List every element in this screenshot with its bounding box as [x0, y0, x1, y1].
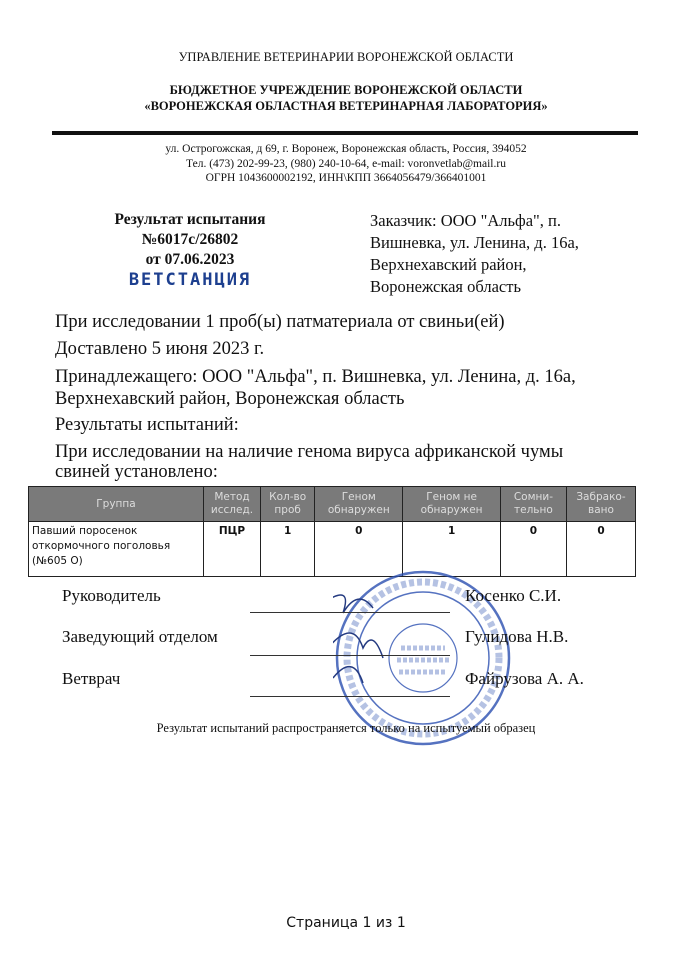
column-header: Метод исслед. [204, 487, 261, 522]
column-header: Забрако-вано [566, 487, 635, 522]
column-header: Группа [29, 487, 204, 522]
signature-name: Файрузова А. А. [465, 669, 584, 688]
finding-line: свиней установлено: [55, 462, 218, 482]
customer-block [370, 210, 660, 298]
authority-header: УПРАВЛЕНИЕ ВЕТЕРИНАРИИ ВОРОНЕЖСКОЙ ОБЛАСТИ [178, 50, 514, 64]
signature-line [250, 655, 450, 656]
cell-method: ПЦР [204, 522, 261, 577]
customer-line: Заказчик: ООО "Альфа", п. [370, 211, 561, 230]
header-rule [52, 131, 638, 135]
owner-text [55, 366, 645, 410]
cell-samples: 1 [261, 522, 315, 577]
cell-doubtful: 0 [500, 522, 566, 577]
page-number: Страница 1 из 1 [286, 915, 406, 931]
cell-detected: 0 [315, 522, 403, 577]
result-number: №6017с/26802 [141, 231, 239, 248]
signature-line [250, 696, 450, 697]
customer-line: Вишневка, ул. Ленина, д. 16а, [370, 233, 579, 252]
cell-rejected: 0 [566, 522, 635, 577]
finding-text [55, 442, 645, 482]
table-header-row [29, 487, 636, 522]
column-header: Геном обнаружен [315, 487, 403, 522]
signature-role: Руководитель [62, 586, 161, 605]
result-title-block [90, 210, 290, 290]
station-stamp: ВЕТСТАНЦИЯ [128, 270, 252, 290]
customer-line: Верхнехавский район, [370, 255, 527, 274]
column-header: Геном не обнаружен [403, 487, 501, 522]
org-line-2: «ВОРОНЕЖСКАЯ ОБЛАСТНАЯ ВЕТЕРИНАРНАЯ ЛАБОРАТОРИЯ» [144, 99, 548, 113]
signature-name: Косенко С.И. [465, 586, 562, 605]
finding-line: При исследовании на наличие генома вируса африканской чумы [55, 442, 564, 462]
registration-ids: ОГРН 1043600002192, ИНН\КПП 3664056479/366401001 [205, 172, 487, 184]
column-header: Кол-во проб [261, 487, 315, 522]
study-text: При исследовании 1 проб(ы) патматериала от свиньи(ей) [55, 312, 505, 332]
org-line-1: БЮДЖЕТНОЕ УЧРЕЖДЕНИЕ ВОРОНЕЖСКОЙ ОБЛАСТИ [169, 83, 523, 97]
result-title: Результат испытания [114, 211, 266, 228]
signature-name: Гулидова Н.В. [465, 627, 569, 646]
results-table [28, 486, 636, 577]
results-label: Результаты испытаний: [55, 415, 239, 435]
validity-note: Результат испытаний распространяется только на испытуемый образец [156, 721, 536, 735]
customer-line: Воронежская область [370, 277, 521, 296]
owner-line: Верхнехавский район, Воронежская область [55, 389, 405, 409]
result-date: от 07.06.2023 [145, 251, 235, 268]
signature-line [250, 612, 450, 613]
delivered-text: Доставлено 5 июня 2023 г. [55, 339, 265, 359]
signature-role: Заведующий отделом [62, 627, 218, 646]
owner-line: Принадлежащего: ООО "Альфа", п. Вишневка, ул. Ленина, д. 16а, [55, 367, 576, 387]
cell-not-detected: 1 [403, 522, 501, 577]
organization-name [0, 82, 692, 114]
contacts: Тел. (473) 202-99-23, (980) 240-10-64, e-mail: voronvetlab@mail.ru [186, 157, 506, 170]
cell-group: Павший поросенок откормочного поголовья (№605 О) [29, 522, 204, 577]
column-header: Сомни-тельно [500, 487, 566, 522]
table-row [29, 522, 636, 577]
contact-block [0, 142, 692, 186]
signature-role: Ветврач [62, 669, 121, 688]
address: ул. Острогожская, д 69, г. Воронеж, Воронежская область, Россия, 394052 [165, 143, 527, 155]
